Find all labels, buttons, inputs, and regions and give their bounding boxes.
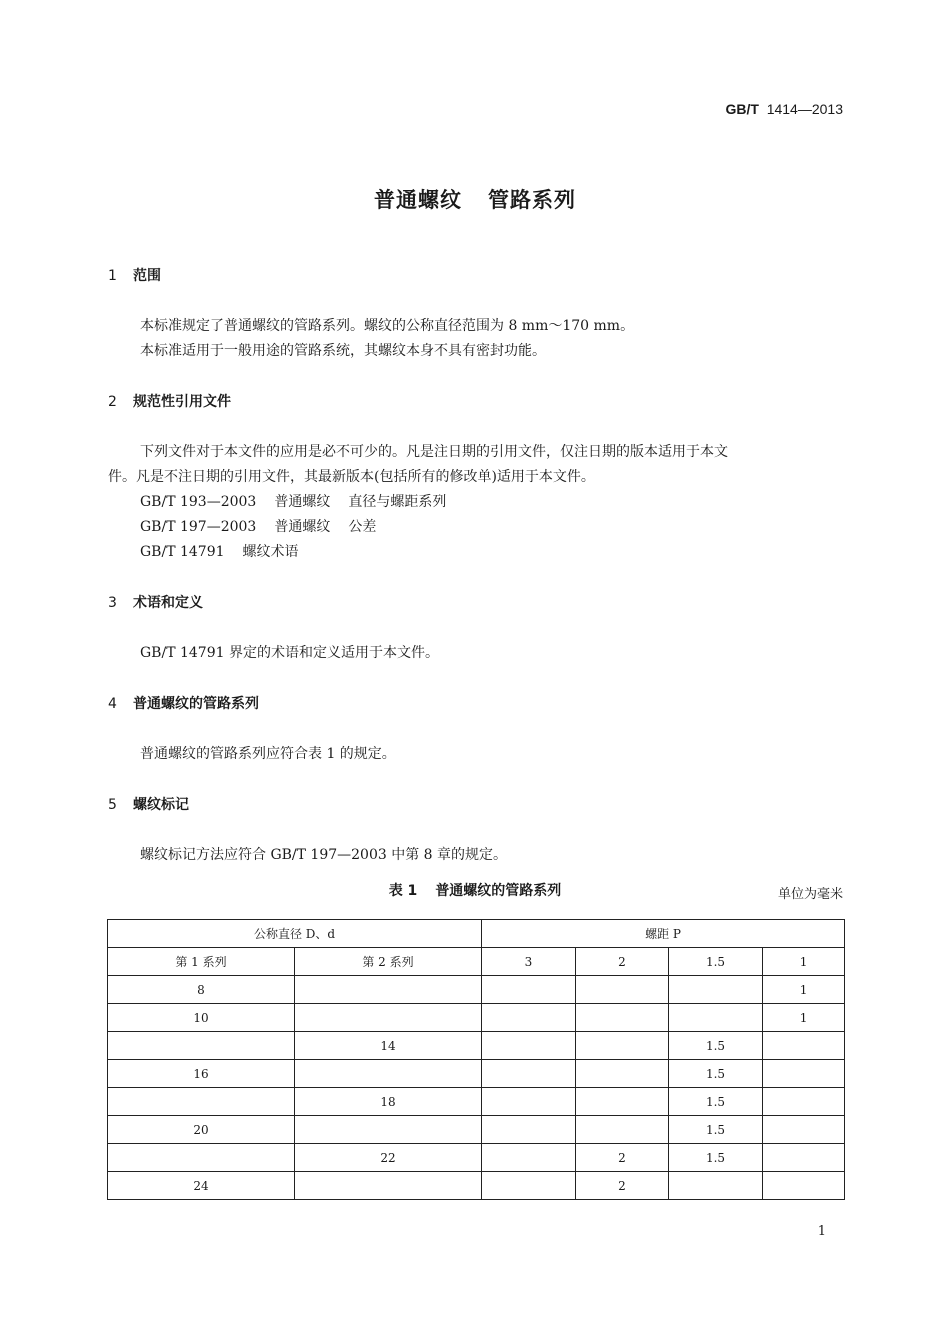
section-heading-4: [108, 693, 259, 713]
table-cell: [295, 1116, 482, 1144]
table-cell: 1.5: [669, 1116, 763, 1144]
section-number: 1: [108, 268, 117, 284]
paragraph: 螺纹标记方法应符合 GB/T 197—2003 中第 8 章的规定。: [140, 847, 508, 863]
table-cell: [482, 1144, 576, 1172]
table-cell: 16: [108, 1060, 295, 1088]
section-title: 规范性引用文件: [133, 394, 231, 410]
table-cell: [482, 1172, 576, 1200]
paragraph: 普通螺纹的管路系列应符合表 1 的规定。: [140, 746, 396, 762]
column-header: 1.5: [669, 948, 763, 976]
paragraph-line: 件。凡是不注日期的引用文件，其最新版本(包括所有的修改单)适用于本文件。: [108, 469, 595, 485]
table-cell: 1.5: [669, 1032, 763, 1060]
section-heading-2: [108, 391, 231, 411]
table-cell: [669, 976, 763, 1004]
reference-code: GB/T 193—2003: [140, 494, 257, 510]
table-group-header-row: [108, 920, 845, 948]
reference-code: GB/T 197—2003: [140, 519, 257, 535]
title-part1: 普通螺纹: [374, 188, 462, 212]
table-cell: [295, 1172, 482, 1200]
table-cell: 2: [576, 1144, 669, 1172]
table-cell: [576, 976, 669, 1004]
pitch-group-header: 螺距 P: [482, 920, 845, 948]
table-row: [108, 1172, 845, 1200]
paragraph: 本标准规定了普通螺纹的管路系列。螺纹的公称直径范围为 8 mm～170 mm。: [140, 318, 635, 334]
table-row: [108, 1032, 845, 1060]
table-cell: [482, 976, 576, 1004]
paragraph-line: 下列文件对于本文件的应用是必不可少的。凡是注日期的引用文件，仅注日期的版本适用于本文: [140, 444, 728, 460]
column-header: 3: [482, 948, 576, 976]
table-cell: [482, 1088, 576, 1116]
section-heading-1: [108, 265, 161, 285]
table-cell: 22: [295, 1144, 482, 1172]
table-cell: [576, 1060, 669, 1088]
table-cell: 1: [763, 976, 845, 1004]
reference-name: 螺纹术语: [242, 544, 299, 560]
reference-item: [140, 516, 376, 536]
table-cell: [763, 1116, 845, 1144]
reference-subname: 直径与螺距系列: [348, 494, 447, 510]
table-cell: [482, 1116, 576, 1144]
table-cell: [763, 1060, 845, 1088]
table-unit: 单位为毫米: [777, 887, 843, 902]
table-cell: [763, 1032, 845, 1060]
diameter-group-header: 公称直径 D、d: [108, 920, 482, 948]
table-cell: [295, 976, 482, 1004]
table-row: [108, 1088, 845, 1116]
table-column-header-row: [108, 948, 845, 976]
table-row: [108, 1060, 845, 1088]
table-cell: 10: [108, 1004, 295, 1032]
section-title: 范围: [133, 268, 161, 284]
table-cell: 2: [576, 1172, 669, 1200]
section-title: 普通螺纹的管路系列: [133, 696, 259, 712]
table-cell: [576, 1004, 669, 1032]
standard-number: 1414—2013: [766, 101, 843, 117]
table-cell: 1.5: [669, 1144, 763, 1172]
section-title: 术语和定义: [133, 595, 203, 611]
table-cell: [763, 1088, 845, 1116]
section-title: 螺纹标记: [133, 797, 189, 813]
section-number: 4: [108, 696, 117, 712]
table-cell: [295, 1060, 482, 1088]
column-header: 1: [763, 948, 845, 976]
table-cell: [108, 1032, 295, 1060]
table-row: [108, 1144, 845, 1172]
table-row: [108, 1004, 845, 1032]
page-number: 1: [817, 1224, 826, 1239]
reference-code: GB/T 14791: [140, 544, 225, 560]
reference-item: [140, 541, 299, 561]
column-header: 第 1 系列: [108, 948, 295, 976]
paragraph: GB/T 14791 界定的术语和定义适用于本文件。: [140, 645, 439, 661]
table-cell: 1: [763, 1004, 845, 1032]
section-number: 3: [108, 595, 117, 611]
table-cell: [108, 1088, 295, 1116]
table-row: [108, 976, 845, 1004]
title-part2: 管路系列: [488, 188, 576, 212]
section-heading-3: [108, 592, 203, 612]
table-cell: 1.5: [669, 1060, 763, 1088]
document-title: [0, 184, 950, 214]
table-caption-label: 表 1: [388, 883, 418, 899]
table-cell: 18: [295, 1088, 482, 1116]
table-cell: [669, 1172, 763, 1200]
section-heading-5: [108, 794, 189, 814]
table-cell: [482, 1060, 576, 1088]
reference-name: 普通螺纹: [274, 494, 331, 510]
table-cell: 24: [108, 1172, 295, 1200]
reference-name: 普通螺纹: [274, 519, 331, 535]
pipe-thread-series-table: [107, 919, 845, 1200]
table-cell: [576, 1032, 669, 1060]
table-cell: [108, 1144, 295, 1172]
table-cell: 20: [108, 1116, 295, 1144]
reference-item: [140, 491, 446, 511]
table-cell: [482, 1004, 576, 1032]
column-header: 2: [576, 948, 669, 976]
table-caption-title: 普通螺纹的管路系列: [435, 883, 562, 899]
standard-prefix: GB/T: [725, 101, 759, 117]
table-cell: [576, 1088, 669, 1116]
table-cell: [763, 1144, 845, 1172]
section-number: 2: [108, 394, 117, 410]
section-number: 5: [108, 797, 117, 813]
column-header: 第 2 系列: [295, 948, 482, 976]
table-cell: [576, 1116, 669, 1144]
paragraph: 本标准适用于一般用途的管路系统，其螺纹本身不具有密封功能。: [140, 343, 546, 359]
table-cell: [482, 1032, 576, 1060]
table-row: [108, 1116, 845, 1144]
table-cell: 8: [108, 976, 295, 1004]
table-cell: [295, 1004, 482, 1032]
table-cell: 1.5: [669, 1088, 763, 1116]
standard-code: [725, 101, 843, 117]
reference-subname: 公差: [348, 519, 377, 535]
table-cell: [763, 1172, 845, 1200]
table-cell: [669, 1004, 763, 1032]
table-cell: 14: [295, 1032, 482, 1060]
